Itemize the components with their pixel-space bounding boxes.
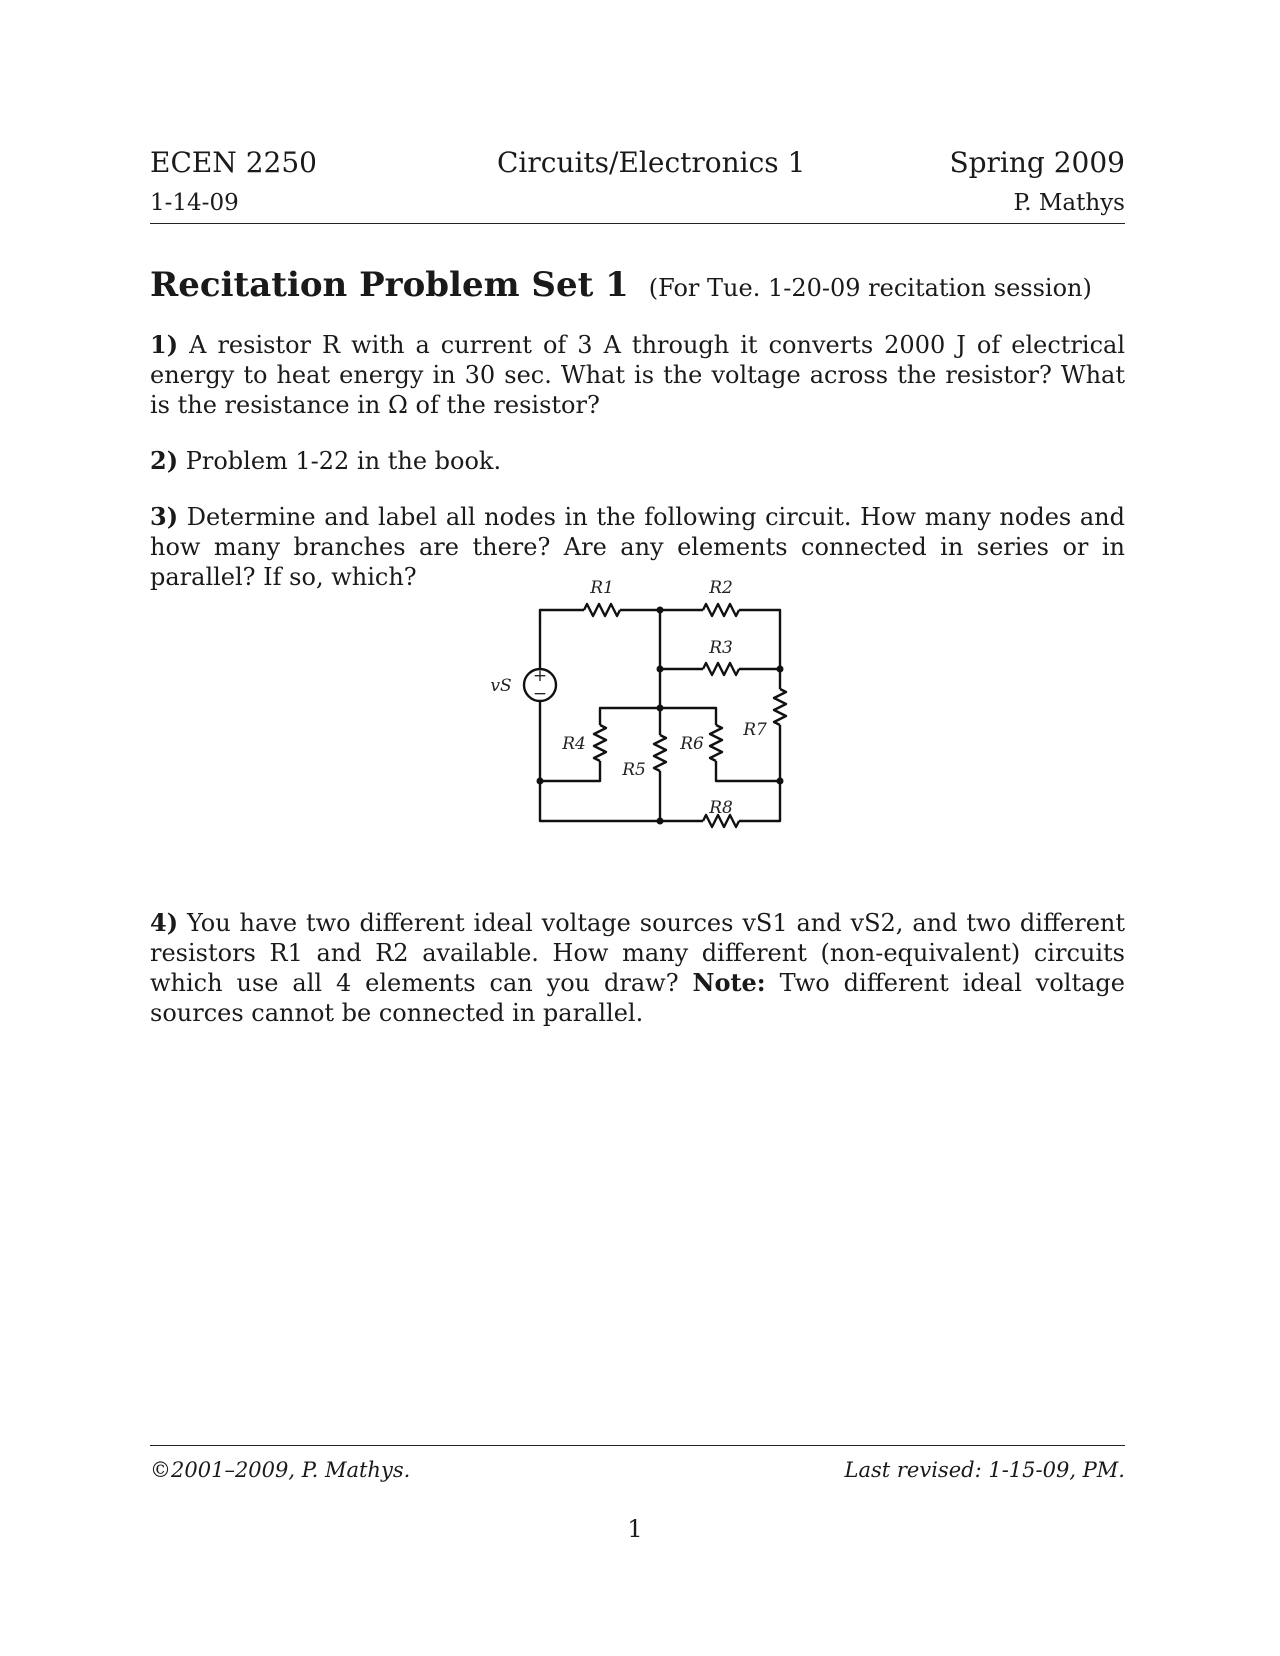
problem-number: 1) <box>150 330 179 359</box>
node-dot <box>777 778 784 785</box>
wire-r2-right <box>739 610 780 669</box>
source-plus: + <box>532 666 548 686</box>
footer-rule <box>150 1445 1125 1446</box>
wire-bottom-left <box>540 781 660 821</box>
label-r5: R5 <box>622 760 646 780</box>
wire-r4-top <box>600 708 660 725</box>
problem-text: Determine and label all nodes in the following circuit. How many nodes and how many branches are there? Are any elements connected in series or in parallel? If so, which? <box>150 503 1125 591</box>
term: Spring 2009 <box>949 146 1125 179</box>
problem-text: You have two different ideal voltage sources vS1 and vS2, and two different resistors R1 and R2 available. How many different (non-equivalent) circuits which use all 4 elements can you draw? <box>150 909 1125 997</box>
page-title <box>150 265 1092 305</box>
label-r7: R7 <box>743 720 767 740</box>
problem-number: 3) <box>150 502 179 531</box>
page-number: 1 <box>627 1515 643 1543</box>
wire-r4-bottom <box>540 761 600 781</box>
title-note: (For Tue. 1-20-09 recitation session) <box>648 274 1092 302</box>
resistor-r2 <box>703 604 739 616</box>
wire-r8-right <box>739 781 780 821</box>
problem-number: 4) <box>150 908 179 937</box>
problem-text: A resistor R with a current of 3 A through it converts 2000 J of electrical energy to heat energy in 30 sec. What is the voltage across the resistor? What is the resistance in Ω of the resistor? <box>150 331 1125 419</box>
copyright: ©2001–2009, P. Mathys. <box>150 1458 411 1482</box>
label-r6: R6 <box>680 734 704 754</box>
wire-top-left <box>540 610 584 619</box>
circuit-diagram <box>460 575 820 855</box>
document-date: 1-14-09 <box>150 190 239 216</box>
problem-4 <box>150 908 1125 1028</box>
resistor-r6 <box>710 725 722 761</box>
label-r4: R4 <box>562 734 586 754</box>
node-dot <box>657 705 664 712</box>
author: P. Mathys <box>1013 190 1125 216</box>
label-r2: R2 <box>709 578 733 598</box>
node-dot <box>777 666 784 673</box>
problem-1 <box>150 330 1125 420</box>
course-code: ECEN 2250 <box>150 146 317 179</box>
problem-number: 2) <box>150 446 179 475</box>
problem-text: Problem 1-22 in the book. <box>185 447 502 475</box>
resistor-r7 <box>774 689 786 725</box>
label-r1: R1 <box>590 578 614 598</box>
node-dot <box>657 666 664 673</box>
resistor-r3 <box>703 663 739 675</box>
note-text: Two different ideal voltage sources cannot be connected in parallel. <box>150 969 1125 1027</box>
label-r3: R3 <box>709 638 733 658</box>
node-dot <box>657 818 664 825</box>
source-minus: − <box>532 684 548 704</box>
wire-r6-bottom <box>716 761 780 781</box>
header-rule <box>150 223 1125 224</box>
note-label: Note: <box>692 968 766 997</box>
course-subject: Circuits/Electronics 1 <box>497 146 806 179</box>
problem-2 <box>150 446 1125 476</box>
source-label: vS <box>490 676 512 696</box>
resistor-r5 <box>654 735 666 771</box>
title-main: Recitation Problem Set 1 <box>150 265 629 305</box>
node-dot <box>657 607 664 614</box>
last-revised: Last revised: 1-15-09, PM. <box>844 1458 1125 1482</box>
wire-r6-top <box>660 708 716 725</box>
node-dot <box>537 778 544 785</box>
resistor-r4 <box>594 725 606 761</box>
resistor-r1 <box>584 604 620 616</box>
label-r8: R8 <box>709 798 733 818</box>
